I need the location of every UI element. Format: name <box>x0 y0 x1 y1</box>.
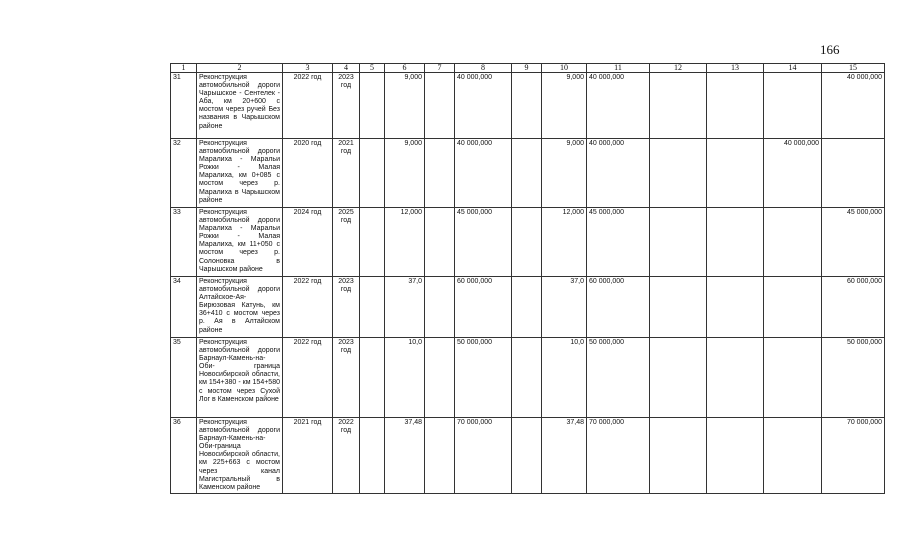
col-header: 11 <box>587 64 650 73</box>
col-header: 9 <box>512 64 542 73</box>
col-15-cell: 60 000,000 <box>822 277 885 338</box>
col-15-cell: 50 000,000 <box>822 338 885 418</box>
capacity: 37,0 <box>385 277 425 338</box>
col-13-cell <box>707 338 764 418</box>
col-5-cell <box>360 73 385 139</box>
col-14-cell: 40 000,000 <box>764 139 822 208</box>
table-row <box>171 418 885 494</box>
start-year: 2022 год <box>283 277 333 338</box>
col-14-cell <box>764 418 822 494</box>
object-name: Реконструкция автомобильной дороги Барнаул-Камень-на-Оби-граница Новосибирской области, км 225+663 с мостом через канал Магистральный в Каменском районе <box>197 418 283 494</box>
col-5-cell <box>360 139 385 208</box>
cost-2: 70 000,000 <box>587 418 650 494</box>
col-12-cell <box>650 208 707 277</box>
row-number: 35 <box>171 338 197 418</box>
col-14-cell <box>764 73 822 139</box>
col-7-cell <box>425 73 455 139</box>
total-cost: 45 000,000 <box>455 208 512 277</box>
cost-2: 60 000,000 <box>587 277 650 338</box>
object-name: Реконструкция автомобильной дороги Маралиха - Маральи Рожки - Малая Маралиха, км 0+085 с мостом через р. Маралиха в Чарышском районе <box>197 139 283 208</box>
col-header: 2 <box>197 64 283 73</box>
col-14-cell <box>764 338 822 418</box>
col-12-cell <box>650 277 707 338</box>
col-header: 1 <box>171 64 197 73</box>
object-name: Реконструкция автомобильной дороги Маралиха - Маральи Рожки - Малая Маралиха, км 11+050 с мостом через р. Солоновка в Чарышском районе <box>197 208 283 277</box>
row-number: 33 <box>171 208 197 277</box>
col-9-cell <box>512 277 542 338</box>
capacity-2: 9,000 <box>542 73 587 139</box>
col-7-cell <box>425 338 455 418</box>
total-cost: 60 000,000 <box>455 277 512 338</box>
col-header: 12 <box>650 64 707 73</box>
col-15-cell: 40 000,000 <box>822 73 885 139</box>
col-header: 6 <box>385 64 425 73</box>
table-row <box>171 338 885 418</box>
col-14-cell <box>764 208 822 277</box>
col-5-cell <box>360 208 385 277</box>
table-row <box>171 139 885 208</box>
capacity: 10,0 <box>385 338 425 418</box>
col-header: 10 <box>542 64 587 73</box>
col-header: 5 <box>360 64 385 73</box>
capacity-2: 10,0 <box>542 338 587 418</box>
total-cost: 50 000,000 <box>455 338 512 418</box>
total-cost: 70 000,000 <box>455 418 512 494</box>
row-number: 32 <box>171 139 197 208</box>
capacity-2: 9,000 <box>542 139 587 208</box>
end-year: 2023 год <box>333 277 360 338</box>
col-header: 3 <box>283 64 333 73</box>
col-7-cell <box>425 418 455 494</box>
cost-2: 45 000,000 <box>587 208 650 277</box>
row-number: 36 <box>171 418 197 494</box>
col-9-cell <box>512 139 542 208</box>
col-15-cell: 70 000,000 <box>822 418 885 494</box>
col-7-cell <box>425 139 455 208</box>
col-header: 13 <box>707 64 764 73</box>
cost-2: 40 000,000 <box>587 73 650 139</box>
total-cost: 40 000,000 <box>455 139 512 208</box>
row-number: 34 <box>171 277 197 338</box>
start-year: 2021 год <box>283 418 333 494</box>
table-row <box>171 73 885 139</box>
object-name: Реконструкция автомобильной дороги Алтайское-Ая-Бирюзовая Катунь, км 36+410 с мостом через р. Ая в Алтайском районе <box>197 277 283 338</box>
col-13-cell <box>707 277 764 338</box>
col-header: 7 <box>425 64 455 73</box>
page-number: 166 <box>820 42 840 57</box>
col-13-cell <box>707 208 764 277</box>
column-number-row <box>171 64 885 73</box>
capacity: 37,48 <box>385 418 425 494</box>
col-14-cell <box>764 277 822 338</box>
col-15-cell <box>822 139 885 208</box>
capacity: 9,000 <box>385 73 425 139</box>
end-year: 2022 год <box>333 418 360 494</box>
col-12-cell <box>650 338 707 418</box>
col-5-cell <box>360 418 385 494</box>
end-year: 2025 год <box>333 208 360 277</box>
col-12-cell <box>650 73 707 139</box>
start-year: 2024 год <box>283 208 333 277</box>
cost-2: 40 000,000 <box>587 139 650 208</box>
col-header: 15 <box>822 64 885 73</box>
col-13-cell <box>707 73 764 139</box>
object-name: Реконструкция автомобильной дороги Барнаул-Камень-на-Оби- граница Новосибирской области, км 154+380 - км 154+580 с мостом через Сухой Лог в Каменском районе <box>197 338 283 418</box>
col-9-cell <box>512 73 542 139</box>
capacity-2: 37,0 <box>542 277 587 338</box>
table-row <box>171 208 885 277</box>
col-13-cell <box>707 418 764 494</box>
start-year: 2022 год <box>283 338 333 418</box>
table-row <box>171 277 885 338</box>
col-12-cell <box>650 139 707 208</box>
col-5-cell <box>360 277 385 338</box>
row-number: 31 <box>171 73 197 139</box>
capacity-2: 12,000 <box>542 208 587 277</box>
end-year: 2021 год <box>333 139 360 208</box>
col-header: 14 <box>764 64 822 73</box>
total-cost: 40 000,000 <box>455 73 512 139</box>
col-15-cell: 45 000,000 <box>822 208 885 277</box>
col-9-cell <box>512 208 542 277</box>
end-year: 2023 год <box>333 73 360 139</box>
col-7-cell <box>425 208 455 277</box>
col-5-cell <box>360 338 385 418</box>
col-header: 4 <box>333 64 360 73</box>
col-header: 8 <box>455 64 512 73</box>
col-12-cell <box>650 418 707 494</box>
object-name: Реконструкция автомобильной дороги Чарышское - Сентелек - Аба, км 20+600 с мостом через ручей Без названия в Чарышском районе <box>197 73 283 139</box>
start-year: 2020 год <box>283 139 333 208</box>
col-13-cell <box>707 139 764 208</box>
investment-table <box>170 63 885 494</box>
capacity-2: 37,48 <box>542 418 587 494</box>
capacity: 9,000 <box>385 139 425 208</box>
capacity: 12,000 <box>385 208 425 277</box>
end-year: 2023 год <box>333 338 360 418</box>
col-9-cell <box>512 418 542 494</box>
start-year: 2022 год <box>283 73 333 139</box>
col-7-cell <box>425 277 455 338</box>
col-9-cell <box>512 338 542 418</box>
cost-2: 50 000,000 <box>587 338 650 418</box>
